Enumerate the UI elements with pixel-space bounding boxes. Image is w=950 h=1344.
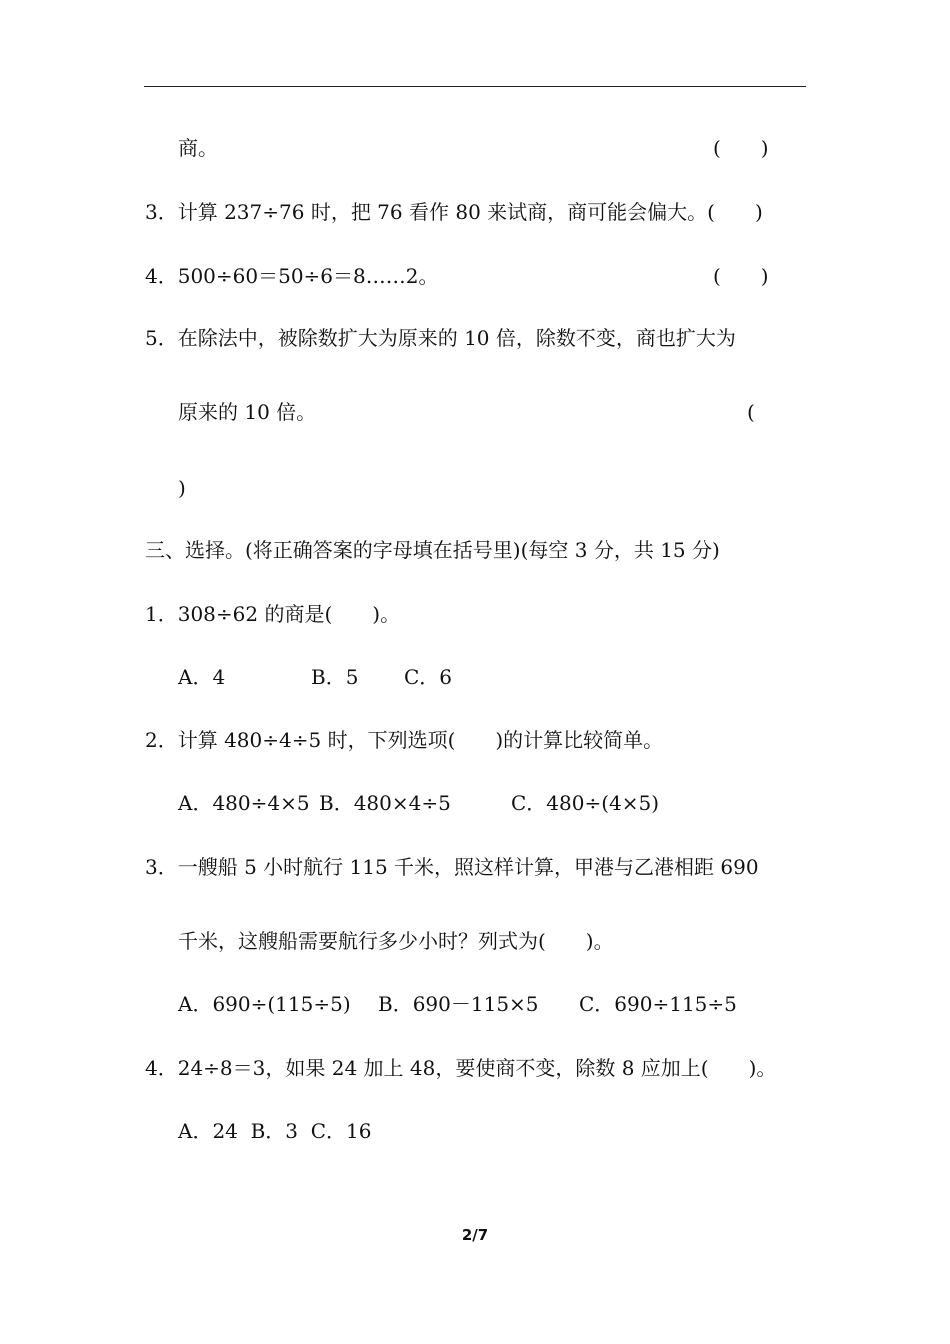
choice-q3-option-c: C．690÷115÷5 — [579, 992, 737, 1016]
choice-section-heading: 三、选择。(将正确答案的字母填在括号里)(每空 3 分，共 15 分) — [145, 538, 720, 562]
judge-item4-answer-blank: ( ) — [713, 264, 769, 288]
judge-item5-close-paren: ) — [178, 476, 186, 500]
choice-q1-option-c: C．6 — [404, 665, 453, 689]
choice-q3-option-b: B．690－115×5 — [378, 992, 539, 1016]
choice-q3-option-a: A．690÷(115÷5) — [178, 992, 351, 1016]
choice-q3-line2: 千米，这艘船需要航行多少小时？列式为( )。 — [178, 929, 614, 953]
judge-item5-line1: 5．在除法中，被除数扩大为原来的 10 倍，除数不变，商也扩大为 — [145, 326, 736, 350]
judge-item2-continuation: 商。 — [178, 136, 218, 160]
header-rule — [144, 86, 806, 87]
choice-q1-option-b: B．5 — [311, 665, 359, 689]
choice-q1-option-a: A．4 — [178, 665, 226, 689]
choice-q1: 1．308÷62 的商是( )。 — [145, 602, 401, 626]
judge-item5-line2: 原来的 10 倍。 — [178, 400, 317, 424]
choice-q2-option-a: A．480÷4×5 — [178, 791, 310, 815]
choice-q2-option-b: B．480×4÷5 — [319, 791, 451, 815]
judge-item4: 4．500÷60＝50÷6＝8……2。 — [145, 264, 439, 288]
choice-q2: 2．计算 480÷4÷5 时，下列选项( )的计算比较简单。 — [145, 728, 664, 752]
judge-item3: 3．计算 237÷76 时，把 76 看作 80 来试商，商可能会偏大。( ) — [145, 200, 763, 224]
judge-item2-answer-blank: ( ) — [713, 136, 769, 160]
choice-q3-line1: 3．一艘船 5 小时航行 115 千米，照这样计算，甲港与乙港相距 690 — [145, 855, 759, 879]
page-number: 2/7 — [461, 1226, 489, 1244]
judge-item5-open-paren: ( — [747, 400, 755, 424]
choice-q2-option-c: C．480÷(4×5) — [511, 791, 660, 815]
choice-q4: 4．24÷8＝3，如果 24 加上 48，要使商不变，除数 8 应加上( )。 — [145, 1056, 777, 1080]
choice-q4-options: A．24 B．3 C．16 — [178, 1119, 372, 1143]
